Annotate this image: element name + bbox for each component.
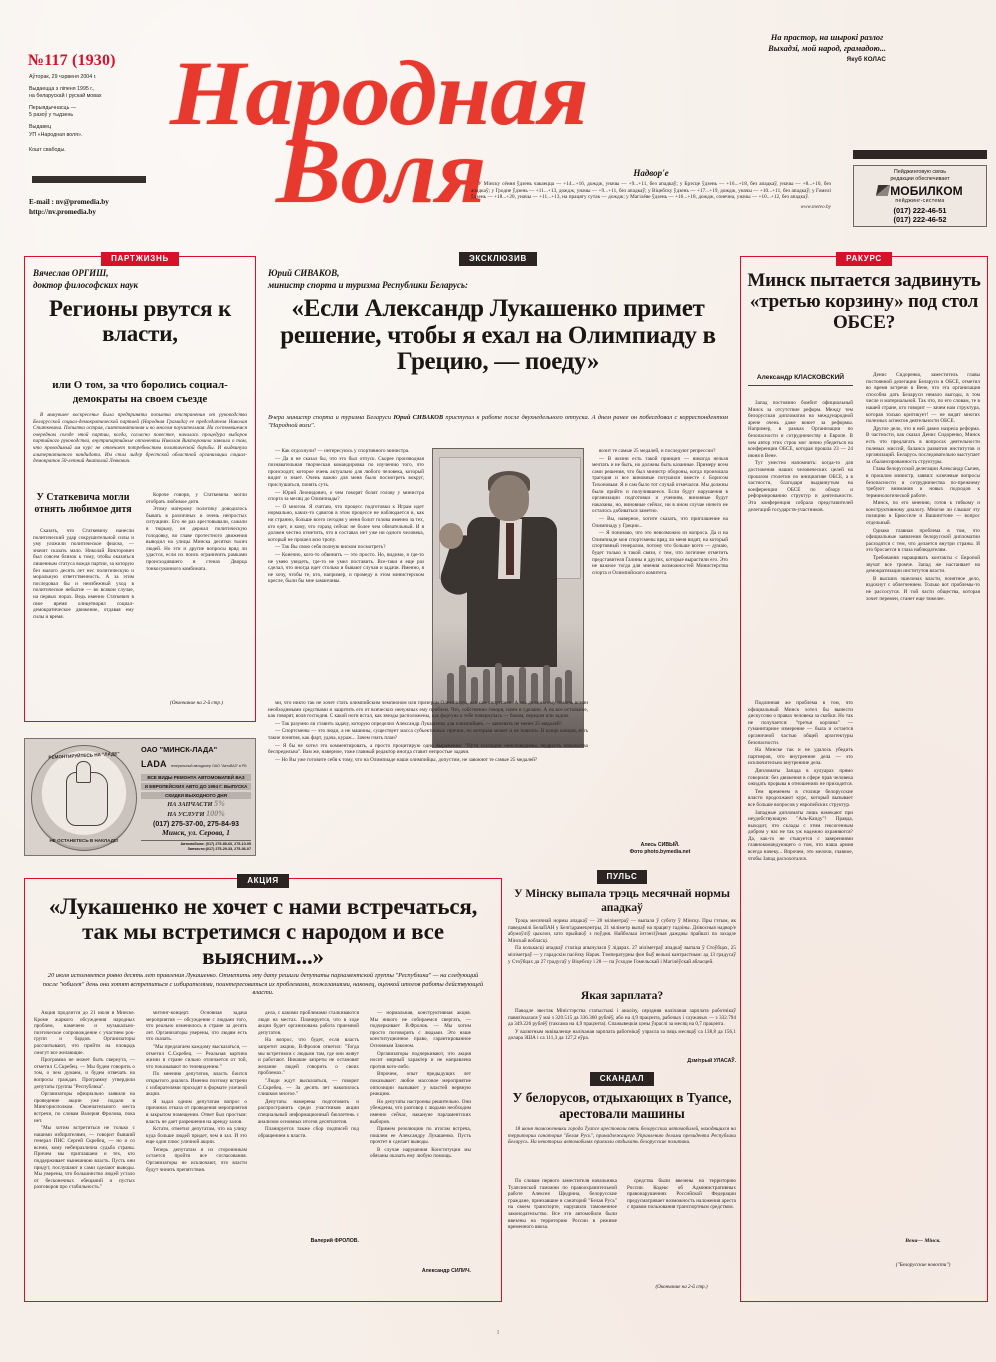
left-article-author-title: доктор философских наук [33,279,139,290]
photo-credit-author: Алесь СИВЫЙ. [640,842,680,848]
center-lead-part2: приступил к работе после двухнедельного отпуска. А днем ранее он побеседовал с корреспондентом "Народной воли". [268,414,729,430]
action-column-2: митинг-концерт. Основная задача мероприятия — обсуждение с людьми того, что реально изменилось в стране за десять лет. Организаторы уверены, что людям есть что сказать. "Мы предлагаем каждому высказаться, — отметил С.Скребец. — Реальная картина жизни в стране сильно отличается от той, что показывают по телевидению." По мнению депутатов, власть боится открытого диалога. Именно поэтому встречи с избирателями проходят в формате уличной акции. Я задал одним депутатам вопрос о причинах отказа от проведения мероприятия в закрытом помещении. Ответ был простым: власть не дает разрешения на аренду залов. Кстати, отметил депутатам, что на улицу куда больше людей придет, чем в зал. И это еще один плюс уличной акции. Теперь депутатам и их сторонникам остается пройти все согласования. Организаторы не исключают, что власти будут чинить препятствия. [146,1010,247,1173]
rubric-exclusive[interactable]: ЭКСКЛЮЗИВ [459,252,537,266]
left-article-subheadline: или О том, за что боролись социал-демократы на своем съезде [52,379,228,405]
masthead-title-line1: Народная [170,42,589,144]
lada-ad-content [141,745,251,852]
website-line[interactable]: http://nv.promedia.by [29,207,96,216]
contact-block [29,198,109,217]
right-article-source: ("Белорусские новости") [895,1262,951,1268]
weather-source: www.meteo.by [800,204,831,211]
center-article-column-2: возит те самые 25 медалей, и последуют репрессии? — В жизни есть такой принцип — никогда нельзя мечтать и не быть, но должны быть казанные. Примеру всем сами решения, что был министр обороны, когда произошла трагедия и все виновные потушили вместе с Борисом Тихоновым. Я и сам было тот случай отмечался. Мы должны были прийти и получившееся. Если будут нарушения в организации подготовки и учениям, виновные будут наказаны, но, виновные сейчас, ни в ином случае ничего не осталось добиваться заметно. — Вы, наверное, хотите сказать, что приглашение на Олимпиаду у Греции... — Я понимаю, что это невозможно из вопроса. Да и на Олимпиаде мои спортсмены вряд ли меня видят, на который спортивный генералом, потому что больше всего — думаю, будет только в такой связи, с тем, что логичнее отметить представителя Галины и других, которые вырастили его. Это не важное тогда для мнения возможностей Министерства спорта и Олимпийского комитета. [592,448,728,576]
lada-ad-brand: ОАО "МИНСК-ЛАДА" [141,745,218,754]
email-line[interactable]: E-mail : nv@promedia.by [29,198,109,206]
weather-box [471,168,831,210]
weather-text: У Мiнску сёння ўдзень чакаецца — +14...+16, дождж, уначы — +9...+11, без ападкаў; у Брэсце ўдзень — +16...+18, без ападкаў, уначы — +8...+10, без ападкаў; у Гродне ўдзень — +11...+13, дождж, уначы — +9...+11, без ападкаў; у Вiцебску ўдзень — +17...+19, дождж, уначы — +10...+11, без ападкаў; у Гомелi ўдзень — +18...+20, уначы — +11...+13, на працягу сутак — дождж; у Магiлёве ўдзень — +16...+18, дождж, сонечна, уначы — +10...+12, без ападкаў. [471,181,831,201]
center-article-author-title: министр спорта и туризма Республики Беларусь: [268,279,469,290]
photo-figure-tie [506,523,514,575]
imprint-line-6: УП «Народная воля». [29,131,83,138]
right-article-place: Вена— Мiнск. [905,1238,941,1244]
left-article-column-2: Короче говоря, у Статкевича могли отобрать любимое дитя. Этому матерому политику доводилось бывать в различных и очень непростых ситуациях. Его не раз арестовывали, сажали в тюрьму, он держал политическую голодовку, во главе протестного движения выводил на улицы Минска десятки тысяч людей. Но эти и другие вопросы вряд ли удастся, если их поиск ограничить рамками происходившего в стенах Дворца тонкосуконного комбината. [146,492,247,572]
lada-wordmark: LADA [141,759,167,769]
photo-credit [592,842,728,856]
rubric-scandal-wrap [506,1068,738,1086]
lada-ad-band-3: СКИДКИ ВЫХОДНОГО ДНЯ [141,792,251,799]
action-signature-2: Александр СИЛИЧ. [421,1268,471,1274]
pager-advertisement[interactable] [853,165,987,227]
rubric-pulse-wrap [506,866,738,884]
action-signature-1: Валерий ФРОЛОВ. [310,1238,359,1244]
mobilkom-logo-icon [876,185,890,196]
center-article-column-1: — Как отдохнули? — интересуюсь у спортивного министра. — Да и не сказал бы, что это был отпуск. Скорее производная познавательная творческая командировка по изучению того, что происходит, которое очень актуально для любого человека, который видит и знает. Очень важно для меня было посмотреть вокруг, прислушаться, понять суть. — Юрий Леонидович, о чем говорят болят голову у министра спорта за месяц до Олимпиады? — О многом. Я считаю, что процесс подготовки к Играм идет нормально, каких-то сдвигов в этом процессе не наблюдается и, как ни странно, больше всего сегодня у меня болит голова именно за тех, кто едет, и кому, что горазд сейчас не более чем обязательный. И я должен честно отметить, что в составах нет уже ни одного человека, который не прошел всю тропу. — Так Вы свою себя полную виском посмотреть? — Конечно, кого-то обвинить — это просто. Но, видимо, я где-то не умею увидеть, где-то не умел поставить. Все-таки я еще раз сделал, что иногда идет столько и бывают случаи и задачи. Именно, я не хочу, чтобы те, кто, например, и промеду в этом министерском кресле, были бы мне заманчивы. [268,448,424,585]
left-article-author: Вячеслав ОРГИШ, [33,268,109,278]
action-column-1: Акция продлится до 21 июля в Минске. Кроме жаркого обсуждения народных проблем, намечено и музыкально-поэтическое сопровождение с участием рок-групп и бардов. Организаторы рассчитывают, что прийти на площадь смогут все желающие. Программа не может быть свернута, — отметил С.Скребец. — Мы будем говорить о том, о чем думаем, и будем отвечать на вопросы граждан. Программу утвердили депутаты группы "Республика". Организаторы официально заявили на проведение акции уже подали в Мингорисполком. Окончательного места встречи, по словам Валерия Фролова, пока нет. "Мы хотим встретиться не только с нашими избирателями, — говорит бывший генерал ПНС Сергей Скребец, — но и со всеми, кому небезразлична судьба страны. Причем мы приглашаем и тех, кто поддерживает нынешнюю власть. Пусть они придут, послушают и сами сделают выводы. Мы уверены, что большинство людей устало от бесконечных обещаний и пустых разговоров про стабильность." [34,1010,135,1191]
photo-figure-hand [439,523,463,549]
weather-title: Надвор'е [633,168,669,178]
pager-ad-line2: редакции обеспечивает [890,176,950,182]
epigraph-author: Якуб КОЛАС [846,56,886,63]
imprint-line-1: Выдаецца з лiпеня 1995 г., [29,85,95,92]
center-article-author: Юрий СИВАКОВ, [268,268,340,278]
rubric-action-wrap [24,870,502,888]
center-article-lead [268,414,728,431]
left-article-byline [33,268,247,291]
rubric-partzhizn[interactable]: ПАРТЖИЗНЬ [101,252,179,266]
right-article-column-2: Денис Сидоренко, заместитель главы постоянной делегации Беларуси в ОБСЕ, отметил во время встречи в Вене, что эта организация способна дать Беларуси немало выгоды, в том числе и материальной. Так что, по его словам, те в нашей стране, кто говорит — зачем нам структура, которая только критикует! — не видят многих полезных аспектов деятельности ОБСЕ. Другое дело, что в ней давно назрела реформа. В частности, как сказал Денис Сидоренко, Минск есть что предлагать в вопросах деятельности полевых миссий, баланса развития институтов и организаций. Беларусь последовательно выступает за сбалансированность структуры. Глава белорусской делегации Александр Сычев, в прошлом министр, заявил: ключевые вопросы безопасности и сотрудничества по-прежнему требуют внимания и новых подходов к терминологической работе. Минск, по его мнению, готов к гибкому и конструктивному диалогу. Многие ли слышат эту позицию в Брюсселе и Вашингтоне — вопрос отдельный. Однако главная проблема в том, что официальные заявления белорусской дипломатии расходятся с тем, что делается внутри страны. И это бросается в глаза наблюдателям. Требования наращивать контакты с Европой звучат все громче. Запад же настаивает на демократизации институтов власти. В высших эшелонах власти, понятное дело, вздохнут с облегчением. Только вот проблемы-то не рассосутся. И той части общества, которая хочет перемен, станет еще тяжелее. [866,372,980,602]
rubric-rakurs-wrap [740,248,988,266]
scandal-lead: 18 июня таможенники города Туапсе арестовали пять белорусских автомобилей, находящихся на территории санатория "Белая Русь", принадлежащего Управлению делами президента Республики Беларусь. На некоторых автомобилях приехали отдыхать белорусские политики. [508,1126,736,1146]
action-column-3: дела, с какими проблемами сталкиваются люди на местах. Планируется, что в ходе акции будет организована работа приемной депутатов. На вопрос, что будет, если власть запретит акцию, В.Фролов ответил: "Тогда мы встретимся с людьми там, где они живут и работают. Никакие запреты не остановят желание людей говорить о своих проблемах." "Люди ждут высказаться, — говорит С.Скребец. — За десять лет накопилось слишком многое." Депутаты намерены подготовить и распространить среди участников акции специальный информационный бюллетень с анализом основных итогов десятилетия. Планируется также сбор подписей под обращением к власти. [258,1010,359,1139]
action-column-4: — нормальная, конструктивная акция. Мы никого не собираемся свергать, — подчеркивает В.Фролов. — Мы хотим просто поговорить с людьми. Это наше конституционное право, гарантированное Основным Законом. Организаторы подчеркивают, что акция носит мирный характер и не направлена против кого-либо. Впрочем, опыт предыдущих лет показывает: любое массовое мероприятие оппозиции вызывает у властей нервную реакцию. Но депутаты настроены решительно. Они убеждены, что разговор с людьми необходим именно сейчас, накануне парламентских выборов. Примем резолюцию по итогам встреча, пошлем ее Александру Лукашенко. Пусть прочтет и сделает выводы. В случае нарушения Конституции мы обязаны оказать ему любую помощь. [370,1010,471,1160]
lada-ad-band-1: ВСЕ ВИДЫ РЕМОНТА АВТОМОБИЛЕЙ ВАЗ [141,774,251,781]
epigraph [768,32,886,54]
action-lead: 20 июля исполняется ровно десять лет правления Лукашенко. Отметить эту дату решили депутаты парламентской группы "Республика" — на следующий после "юбилея" день они хотят встретиться с избирателями, поинтересоваться их проблемами, пожеланиями, наконец, оценкой итогов работы действующей власти. [42,972,484,997]
masthead-title-line2: Воля [276,120,486,222]
right-article-headline[interactable]: Минск пытается задвинуть «третью корзину» под стол ОБСЕ? [747,270,981,333]
lada-advertisement[interactable] [24,738,256,856]
pulse-headline[interactable]: У Мiнску выпала трэць месячнай нормы ападкаў [514,888,730,914]
left-article-continuation[interactable]: (Окончание на 2-й стр.) [169,700,224,706]
lada-ad-small-note: генеральный автодилер ОАО "АвтоВАЗ" в РБ [170,764,247,768]
left-article-column-1: Сказать, что Статкевичу нанесли политический удар сокрушительной силы и уму уложили политическое фиаско, — значит сказать мало. Николай Викторович был совсем близок к тому, чтобы оказаться лишенным статуса вождя партии, за которую без малого десять лет нес политическую и моральную ответственность. А за этим последовал бы и неизбежный уход в политическое небытие — во всяком случае, на первых порах. Ведь именно Статкевич в свое время олицетворял социал-демократическое движение, отдавая ему силы и время. [33,528,134,620]
photo-credit-source: Фото photo.bymedia.net [629,849,691,855]
price-note: Кошт свабоды. [29,147,66,154]
rubric-rakurs[interactable]: РАКУРС [836,252,892,266]
epigraph-line-2: Выхадзi, мой народ, грамадою... [768,44,886,53]
issue-number: №117 (1930) [28,52,116,69]
lada-seal-bottom-text: НЕ ОСТАНЕТЕСЬ В НАКЛАДЕ! [49,838,119,843]
right-article-column-1: Запад постоянно бомбит официальный Минск за отсутствие реформ. Между тем белорусская дипломатия на международной арене очень даже воюет за реформы. Например, в рамках Организации по безопасности и сотрудничеству в Европе. В чем автор этих строк мог лично убедиться на конференции ОБСЕ, которая прошла 23 — 24 июня в Вене. Тут уместно напомнить: когда-то для достижения наших человеческих целей на прошлом столетии по инициативе ОБСЕ, а в частности, благодаря выдвинутым на конференции ОБСЕ по обзору и реформированию структур и деятельности. Эта конференция собрала представителей делегаций государств-участников. [748,400,853,513]
photo-microphones [443,657,575,703]
imprint-line-3: Перыядычнасць — [29,104,77,111]
left-article-lead: В минувшее воскресенье была предпринята попытка отстранения от руководства Белорусской социал-демократической партией (Народная Грамада) ее председателя Николая Статкевича. Попытка острая, симптоматичная и во многом поучительная. На состоявшемся очередном съезде этой партии, когда, согласно повестке, началась процедура выборов партийного руководства, внутрипартийные оппоненты Николая Викторовича заявили о том, что проводимый им курс не отвечает потребностям политической борьбы. И выдвинули альтернативного кандидата. Им стал лидер брестской областной организации социал-демократов 50-летний Анатолий Левкович. [33,412,247,465]
right-article-author: Александр КЛАСКОВСКИЙ [748,374,853,386]
rubric-scandal[interactable]: СКАНДАЛ [590,1072,654,1086]
lada-ad-foot-2: Запчасти:(017) 275-29-33, 275-36-07 [187,847,251,851]
rubric-partzhizn-wrap [24,248,256,266]
imprint-line-5: Выдавец [29,123,52,130]
lada-ad-discount-services: НА УСЛУГИ 100% [167,809,225,818]
lada-seal-icon [31,745,137,851]
salary-signature: Дзмiтрый УЛАСАЎ. [687,1058,736,1064]
left-article-headline[interactable]: Регионы рвутся к власти, [48,296,232,346]
center-article-headline[interactable]: «Если Александр Лукашенко примет решение, чтобы я ехал на Олимпиаду в Грецию, — поеду» [280,295,716,375]
salary-body: Паводле звестак Мiнiстэрства статыстыкi i аналiзу, сярэдняя налiчаная зарплата работнiкаў павялiчылася ў маi з 320.515 да 336.360 рублёў, або на 4,9 працэнта, рабочых i служачых — з 332.794 да 349.226 рублёў (таксама на 4,9 працэнта). Спажывецкiя цэны ўзраслi за месяц на 0,7 працэнта. У валютным эквiваленце налiчаная зарплата работнiкаў узрасла за пяць месяцаў са 138,8 да 156,1 долара ЗША i са 111,3 да 127,2 еўра. [508,1008,736,1042]
pager-ad-topbar [853,150,987,159]
rubric-exclusive-wrap [264,248,732,266]
thumbs-up-icon [66,772,108,826]
center-article-column-3: ми, что никто так не хочет стать олимпийским чемпионом или призером Олимпиады, как сам спортсмен. А мы должны ему помочь всеми необходимыми средствами и защитить его от всяческих ненужных ему проблем. Что, собственно говоря, нами и сделано. А на все остальное, как говорят, воля господня. С какой ноги встал, как звезды расположены, как фортуна к тебе повернулась — боком, передом или задом. — Так разумно ли ставить задачу, которую определил Александр Лукашенко для олимпийцев, — завоевать не менее 25 медалей? — Спортсмены — это люди, а не машины, существует масса субъективных причин, по которым может и не повезти. В конце концов, есть такие понятия, как фарт, удача, кураж... Зачем гнать план? — Я бы не хотел это комментировать, а просто процитирую одно выражение: "Пути господни неисповедимы, мудрость начальства беспредельна". Вам же, наверное, тоже главный редактор иногда ставит непростые задачи. — Но Вы уже готовите себя к тому, что на Олимпиаде наши олимпийцы, допустим, не завоюют те самые 25 медалей? [268,700,588,763]
imprint-line-0: Аўторак, 29 чэрвеня 2004 г. [29,74,97,80]
scandal-column-2: средства были ввезены на территорию России. Кодекс об Административных правонарушениях Российской Федерации предусматривает возможность наложения ареста с правом пользования транспортным средством. [627,1178,736,1211]
imprint-line-2: на беларускай i рускай мовах [29,93,102,100]
lada-seal-top-text: РЕМОНТИРУЙТЕСЬ НА "ЛАДЕ" [48,751,120,760]
rubric-pulse[interactable]: ПУЛЬС [597,870,648,884]
lada-ad-phones: (017) 275-37-00, 275-84-93 [152,821,239,828]
page-number: 1 [496,1330,500,1336]
left-article-subhead-2: У Статкевича могли отнять любимое дитя [34,492,132,515]
center-lead-name: Юрий СИВАКОВ [393,414,444,421]
lada-ad-address: Минск, ул. Серова, 1 [162,828,230,837]
rubric-action[interactable]: АКЦИЯ [237,874,289,888]
pager-ad-subtitle: пейджинг-система [895,198,945,204]
scandal-headline[interactable]: У белорусов, отдыхающих в Туапсе, арестовали машины [512,1090,732,1121]
center-lead-part1: Вчера министр спорта и туризма Беларуси [268,414,394,421]
lada-ad-foot-1: Автомобили: (017) 275-85-60, 275-10-05 [180,842,251,846]
center-article-byline [268,268,728,291]
scandal-column-1: По словам первого заместителя начальника Туапсинской таможни по правоохранительной работе Алексея Щедрина, белорусские граждане, приехавшие в санаторий "Белая Русь" на своем транспорте, нарушили таможенное законодательство. Все эти автомобили были ввезены на территорию России в режиме временного ввоза. [508,1178,617,1231]
pager-ad-phone-2: (017) 222-46-52 [893,215,947,225]
photo-figure-head [489,475,529,521]
imprint-block [29,74,179,155]
scandal-continuation[interactable]: (Окончание на 2-й стр.) [655,1284,708,1290]
pager-ad-brand: МОБИЛКОМ [854,184,986,198]
salary-headline[interactable]: Якая зарплата? [580,990,664,1002]
pager-ad-line1: Пейджинговую связь [893,169,947,175]
lada-ad-discount-parts: НА ЗАПЧАСТИ 5% [167,799,225,808]
pager-ad-phone-1: (017) 222-46-51 [893,206,947,215]
epigraph-line-1: На прастор, на шырокi разлог [770,33,884,42]
imprint-divider-bar [32,176,146,183]
imprint-line-4: 5 разоў у тыдзень [29,112,74,119]
pulse-body: Трэць месячнай нормы ападкаў — 28 мiлiметраў — выпала ў суботу ў Мiнску. Пры гэтым, як паведамiлi БелаПАН у Белгiдрамецэнтры, 21 мiлiметр выпаў на працягу гадзiны. Дзiвосныя надвор'е абумоўлiў цыклон, што прыйшоў з поўдня. Найбольш iнтэнсiўныя дажджы прайшлi па захадзе Мiнскай вобласцi. Па колькасцi ападкаў сталiца апынулася ў лiдарах. 27 мiлiметраў ападкаў выпала ў Стоўбцах, 25 мiлiметраў — у гарадскiм пасёлку Нарач. Тэмпературны фон быў вельмi кантрастным: ад 13 градусаў у Стоўбцах да 27 градусаў у Вiцебску i 28 — па ўсходзе Гомельскай i Магiлёўскай абласцей. [508,918,736,965]
right-article-column-3: Подлинная же проблема в том, что официальный Минск хотел бы вынести дискуссию о правах человека за скобки. Но так не получается: "третья корзина" — гуманитарное измерение — была и остается органичной частью общей архитектуры безопасности. На Минске так и не удалось убедить партнеров, что внутренние дела — это исключительно внутренние дела. Дипломаты Запада в кулуарах прямо говорили: без движения в сфере прав человека ожидать прорыва в отношениях не приходится. Тем временем в столице белорусские власти продолжают курс, который вызывает все больше вопросов у европейских структур. Западные дипломаты лишь намекают при неудобствующую "Аль-Каиду"! Правда, выходит, что склады с этим гексогенным добром у нас не так уж надежно охраняются? Да, как-то не стыкуется с заверениями главнокомандующего о том, что наша армия всегда начеку... Впрочем, это мелочи, главное, чтобы Запад расхохотался. [748,700,854,862]
lada-ad-band-2: И ЕВРОПЕЙСКИХ АВТО ДО 1994 Г. ВЫПУСКА [141,783,251,790]
action-headline[interactable]: «Лукашенко не хочет с нами встречаться, так мы встретимся с народом и все выясним...» [48,894,478,969]
